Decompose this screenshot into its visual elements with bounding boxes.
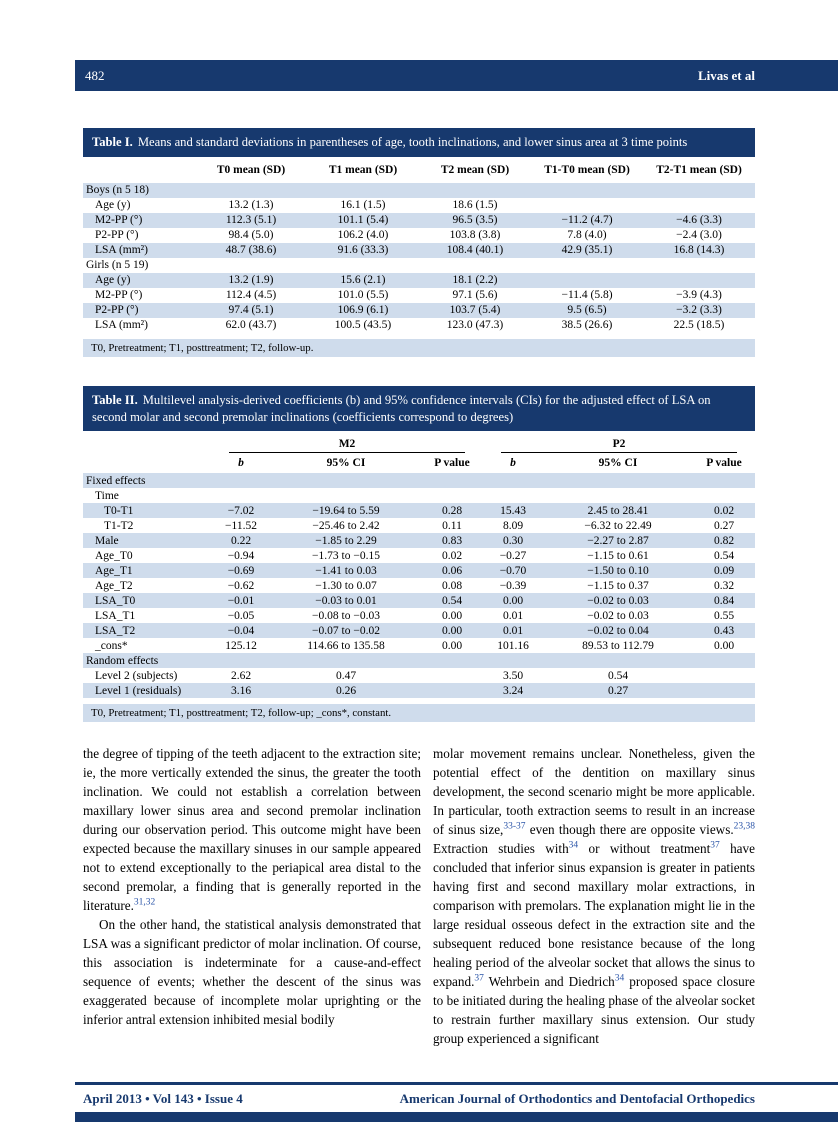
- table-cell: −0.94: [227, 549, 255, 562]
- table-cell: 18.6 (1.5): [452, 199, 498, 211]
- table-cell: 103.7 (5.4): [449, 304, 501, 316]
- table-cell: 0.32: [713, 579, 735, 592]
- table-row: [83, 213, 755, 228]
- table-cell: 89.53 to 112.79: [582, 639, 654, 652]
- row-label: T0-T1: [104, 504, 134, 517]
- table-cell: 0.27: [713, 519, 735, 532]
- table-row: [83, 533, 755, 548]
- table-cell: 0.06: [441, 564, 463, 577]
- citation-ref[interactable]: 34: [568, 840, 579, 851]
- table-cell: −0.62: [227, 579, 255, 592]
- column-header-t2: T2 mean (SD): [440, 163, 510, 176]
- table2: [83, 386, 755, 722]
- table-row: [83, 303, 755, 318]
- table-cell: 0.54: [441, 594, 463, 607]
- table-cell: 0.26: [335, 684, 357, 697]
- table-cell: 13.2 (1.9): [228, 274, 274, 286]
- table-row: [83, 273, 755, 288]
- table-cell: 0.47: [335, 669, 357, 682]
- table-cell: −1.73 to −0.15: [312, 549, 380, 562]
- table-cell: −0.05: [227, 609, 255, 622]
- column-header-t0: T0 mean (SD): [216, 163, 286, 176]
- table-cell: −4.6 (3.3): [676, 214, 722, 226]
- table-row: [83, 593, 755, 608]
- row-label: M2-PP (°): [95, 214, 143, 226]
- table-cell: 0.43: [713, 624, 735, 637]
- table-cell: 101.0 (5.5): [337, 289, 389, 301]
- table1-footnote: T0, Pretreatment; T1, posttreatment; T2, follow-up.: [83, 339, 755, 357]
- table-cell: 106.9 (6.1): [337, 304, 389, 316]
- table-cell: 7.8 (4.0): [567, 229, 607, 241]
- subheader-ci-m2: 95% CI: [326, 457, 366, 469]
- row-label: Age (y): [95, 274, 131, 286]
- row-label: LSA (mm²): [95, 319, 148, 331]
- table-cell: 22.5 (18.5): [673, 319, 725, 331]
- table-cell: 123.0 (47.3): [446, 319, 504, 331]
- table-row: [83, 503, 755, 518]
- table-cell: 0.27: [607, 684, 629, 697]
- row-group-label: Boys (n 5 18): [86, 184, 149, 196]
- table-cell: 16.8 (14.3): [673, 244, 725, 256]
- citation-ref[interactable]: 34: [614, 973, 625, 984]
- table-cell: 9.5 (6.5): [567, 304, 607, 316]
- table-cell: −3.2 (3.3): [676, 304, 722, 316]
- page-number: 482: [85, 67, 105, 83]
- table-cell: −0.08 to −0.03: [312, 609, 380, 622]
- table-cell: 0.00: [502, 594, 524, 607]
- table-row: [83, 473, 755, 488]
- table1-title: [83, 128, 755, 157]
- table2-footnote: T0, Pretreatment; T1, posttreatment; T2, follow-up; _cons*, constant.: [83, 704, 755, 722]
- paragraph: the degree of tipping of the teeth adjacent to the extraction site; ie, the more vertically extended the sinus, the greater the tooth inclination. We could not establish a correlation between maxillary lower sinus area and second premolar inclination during our observation period. This outcome might have been expected because the maxillary sinuses in our sample appeared not to extend exceptionally to the periapical area distal to the second premolar, a finding that is generally reported in the literature.$^{31,32}$: [83, 746, 421, 913]
- table-cell: 0.82: [713, 534, 735, 547]
- table-cell: 91.6 (33.3): [337, 244, 389, 256]
- table-row: [83, 518, 755, 533]
- running-header: [75, 60, 838, 91]
- table-cell: 96.5 (3.5): [452, 214, 498, 226]
- footer-journal: American Journal of Orthodontics and Dentofacial Orthopedics: [399, 1091, 755, 1106]
- table-row: [83, 623, 755, 638]
- table-row: [83, 578, 755, 593]
- bottom-band: [75, 1112, 838, 1122]
- table-cell: 108.4 (40.1): [446, 244, 504, 256]
- row-label: LSA (mm²): [95, 244, 148, 256]
- subheader-b-m2: b: [238, 457, 244, 469]
- row-label: Male: [95, 534, 119, 547]
- table-cell: 0.22: [230, 534, 252, 547]
- table-cell: −1.15 to 0.37: [587, 579, 649, 592]
- row-label: Age_T0: [95, 549, 133, 562]
- running-head-author: Livas et al: [697, 67, 755, 83]
- paragraph: On the other hand, the statistical analysis demonstrated that LSA was a significant predictor of molar inclination. Of course, this association is indeterminate for a cause-and-effect sequence of events; whether the descent of the sinus was exaggerated because of incomplete molar uprighting or the inferior antral extension inhibited mesial bodily: [83, 917, 421, 1027]
- table-cell: 2.62: [230, 669, 252, 682]
- row-label: _cons*: [95, 639, 128, 652]
- table-cell: 112.4 (4.5): [225, 289, 277, 301]
- table-cell: −11.2 (4.7): [561, 214, 613, 226]
- row-label: Age (y): [95, 199, 131, 211]
- table-cell: −2.4 (3.0): [676, 229, 722, 241]
- table-row: [83, 548, 755, 563]
- row-section-label: Random effects: [86, 654, 159, 667]
- table-cell: −0.07 to −0.02: [312, 624, 380, 637]
- table-cell: 112.3 (5.1): [225, 214, 277, 226]
- table-cell: 0.02: [713, 504, 735, 517]
- table-cell: −0.01: [227, 594, 255, 607]
- table-cell: 98.4 (5.0): [228, 229, 274, 241]
- table1: [83, 128, 755, 357]
- row-label: Age_T1: [95, 564, 133, 577]
- table1-header-row: [83, 157, 755, 183]
- table-cell: 15.43: [500, 504, 526, 517]
- table-cell: 0.09: [713, 564, 735, 577]
- table-cell: 48.7 (38.6): [225, 244, 277, 256]
- table-cell: 0.01: [502, 624, 524, 637]
- table-cell: 97.4 (5.1): [228, 304, 274, 316]
- table-cell: 0.00: [441, 609, 463, 622]
- subheader-p-p2: P value: [706, 457, 742, 469]
- table-cell: 3.24: [502, 684, 524, 697]
- table-cell: −7.02: [227, 504, 255, 517]
- citation-ref[interactable]: 33-37: [503, 821, 526, 832]
- table-cell: 0.83: [441, 534, 463, 547]
- table-cell: −0.03 to 0.01: [315, 594, 377, 607]
- table-row: [83, 653, 755, 668]
- table-cell: 0.00: [713, 639, 735, 652]
- table-cell: 0.01: [502, 609, 524, 622]
- table-row: [83, 563, 755, 578]
- table-cell: 0.08: [441, 579, 463, 592]
- table-cell: −3.9 (4.3): [676, 289, 722, 301]
- table-cell: −19.64 to 5.59: [312, 504, 380, 517]
- row-label: Level 2 (subjects): [95, 669, 178, 682]
- table-cell: 97.1 (5.6): [452, 289, 498, 301]
- row-label: P2-PP (°): [95, 304, 139, 316]
- table-cell: 103.8 (3.8): [449, 229, 501, 241]
- table-cell: 0.00: [441, 624, 463, 637]
- citation-ref[interactable]: 37: [710, 840, 720, 851]
- body-text-left-column: [83, 744, 421, 1029]
- table-cell: 101.16: [497, 639, 529, 652]
- table-row: [83, 258, 755, 273]
- table-row: [83, 243, 755, 258]
- table2-caption: Multilevel analysis-derived coefficients (b) and 95% confidence intervals (CIs) for the adjusted effect of LSA on second molar and second premolar inclinations (coefficients correspond to degrees): [92, 393, 711, 424]
- table-cell: 8.09: [502, 519, 524, 532]
- row-label: M2-PP (°): [95, 289, 143, 301]
- row-label: T1-T2: [104, 519, 134, 532]
- table-cell: −2.27 to 2.87: [587, 534, 649, 547]
- table-cell: 0.54: [713, 549, 735, 562]
- table-cell: 42.9 (35.1): [561, 244, 613, 256]
- paragraph: molar movement remains unclear. Nonetheless, given the potential effect of the dentition on maxillary sinus development, the second scenario might be more applicable. In particular, tooth extraction seems to result in an increase of sinus size,$^{33-37}$ even though there are opposite views.$^{23,38}$ Extraction studies with$^{34}$ or without treatment$^{37}$ have concluded that inferior sinus expansion is greater in patients having first and second maxillary molar extractions, in comparison with premolars. The explanation might lie in the large residual osseous defect in the extraction site and the subsequent reduced bone resistance because of the long healing period of the alveolar socket that allows the sinus to expand.$^{37}$ Wehrbein and Diedrich$^{34}$ proposed space closure to be initiated during the healing phase of the alveolar socket to restrain further maxillary sinus extension. Our study group experienced a significant: [433, 746, 756, 1046]
- table-row: [83, 318, 755, 333]
- row-label: Age_T2: [95, 579, 133, 592]
- table-cell: 100.5 (43.5): [334, 319, 392, 331]
- column-group-m2: M2: [229, 438, 465, 453]
- footer-rule: [75, 1082, 838, 1085]
- row-label: P2-PP (°): [95, 229, 139, 241]
- table2-subheader-row: [83, 453, 755, 473]
- table-row: [83, 608, 755, 623]
- table-cell: 0.28: [441, 504, 463, 517]
- table-cell: −0.39: [499, 579, 527, 592]
- table1-caption: Means and standard deviations in parentheses of age, tooth inclinations, and lower sinus area at 3 time points: [137, 135, 688, 149]
- table2-label: Table II.: [92, 393, 138, 407]
- page-footer: [83, 1091, 755, 1107]
- table-cell: −11.52: [225, 519, 257, 532]
- table-cell: 106.2 (4.0): [337, 229, 389, 241]
- row-section-label: Fixed effects: [86, 474, 146, 487]
- row-label: Level 1 (residuals): [95, 684, 182, 697]
- table-cell: 0.55: [713, 609, 735, 622]
- table-cell: 18.1 (2.2): [452, 274, 498, 286]
- citation-ref[interactable]: 37: [474, 973, 484, 984]
- table-cell: −11.4 (5.8): [561, 289, 613, 301]
- subheader-ci-p2: 95% CI: [598, 457, 638, 469]
- table-cell: 38.5 (26.6): [561, 319, 613, 331]
- subheader-b-p2: b: [510, 457, 516, 469]
- table-cell: −0.04: [227, 624, 255, 637]
- table-cell: 101.1 (5.4): [337, 214, 389, 226]
- table-row: [83, 183, 755, 198]
- table-cell: 0.54: [607, 669, 629, 682]
- table-cell: −0.69: [227, 564, 255, 577]
- footer-issue: April 2013 • Vol 143 • Issue 4: [83, 1091, 243, 1106]
- table-cell: −0.70: [499, 564, 527, 577]
- table-cell: 125.12: [225, 639, 257, 652]
- table-cell: −6.32 to 22.49: [584, 519, 652, 532]
- table-cell: 13.2 (1.3): [228, 199, 274, 211]
- table-cell: 62.0 (43.7): [225, 319, 277, 331]
- table-cell: 0.30: [502, 534, 524, 547]
- citation-ref[interactable]: 31,32: [133, 897, 156, 908]
- table-row: [83, 228, 755, 243]
- table-row: [83, 488, 755, 503]
- body-text-right-column: [433, 744, 755, 1048]
- table-cell: −25.46 to 2.42: [312, 519, 380, 532]
- table-cell: −1.15 to 0.61: [587, 549, 649, 562]
- citation-ref[interactable]: 23,38: [733, 821, 755, 832]
- table-row: [83, 638, 755, 653]
- table-cell: 15.6 (2.1): [340, 274, 386, 286]
- subheader-p-m2: P value: [434, 457, 470, 469]
- table-cell: −0.27: [499, 549, 527, 562]
- table-cell: −0.02 to 0.03: [587, 594, 649, 607]
- row-section-label: Time: [95, 489, 119, 502]
- column-header-t1: T1 mean (SD): [328, 163, 398, 176]
- table-cell: −1.30 to 0.07: [315, 579, 377, 592]
- row-label: LSA_T0: [95, 594, 136, 607]
- table2-title: [83, 386, 755, 431]
- table2-group-header-row: [83, 431, 755, 453]
- table-cell: 114.66 to 135.58: [307, 639, 385, 652]
- table-row: [83, 683, 755, 698]
- table-cell: 3.50: [502, 669, 524, 682]
- table-row: [83, 198, 755, 213]
- column-group-p2: P2: [501, 438, 737, 453]
- table-cell: −1.41 to 0.03: [315, 564, 377, 577]
- table-cell: 2.45 to 28.41: [587, 504, 649, 517]
- table-cell: −0.02 to 0.03: [587, 609, 649, 622]
- table2-body: [83, 473, 755, 698]
- table-cell: 16.1 (1.5): [340, 199, 386, 211]
- table-row: [83, 668, 755, 683]
- table-cell: 3.16: [230, 684, 252, 697]
- table1-body: [83, 183, 755, 333]
- column-header-t2-t1: T2-T1 mean (SD): [656, 163, 742, 176]
- row-label: LSA_T2: [95, 624, 136, 637]
- table-cell: 0.84: [713, 594, 735, 607]
- row-label: LSA_T1: [95, 609, 136, 622]
- table-cell: −1.50 to 0.10: [587, 564, 649, 577]
- table-cell: −0.02 to 0.04: [587, 624, 649, 637]
- table-cell: 0.02: [441, 549, 463, 562]
- table-cell: 0.00: [441, 639, 463, 652]
- column-header-t1-t0: T1-T0 mean (SD): [544, 163, 630, 176]
- row-group-label: Girls (n 5 19): [86, 259, 149, 271]
- table-cell: 0.11: [442, 519, 462, 532]
- table-row: [83, 288, 755, 303]
- table-cell: −1.85 to 2.29: [315, 534, 377, 547]
- table1-label: Table I.: [92, 135, 133, 149]
